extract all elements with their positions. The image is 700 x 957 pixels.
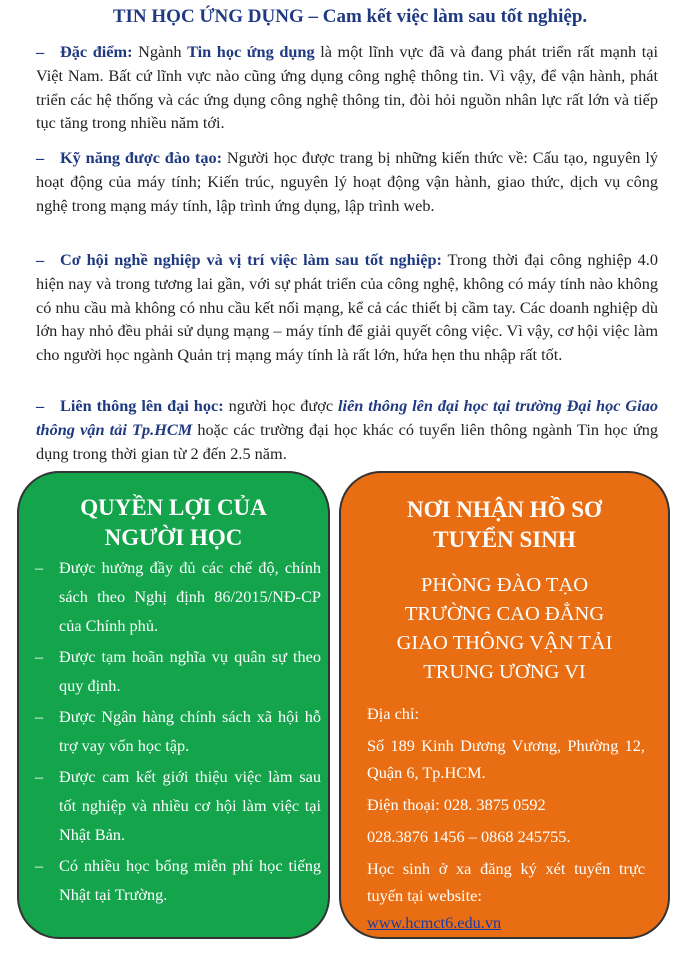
partner-university: liên thông lên đại học tại trường Đại học Giao thông vận tải Tp.HCM [36, 396, 658, 439]
benefits-title: QUYỀN LỢI CỦA NGƯỜI HỌC [80, 495, 267, 550]
address-label: Địa chỉ: [367, 704, 419, 723]
page-title: TIN HỌC ỨNG DỤNG – Cam kết việc làm sau tốt nghiệp. [112, 6, 588, 27]
website-link[interactable]: www.hcmct6.edu.vn [367, 913, 502, 932]
section-features: – Đặc điểm: Ngành Tin học ứng dụng là một lĩnh vực đã và đang phát triển rất mạnh tại Việt Nam. Bất cứ lĩnh vực nào cũng ứng dụng công nghệ thông tin. Vì vậy, để vận hành, phát triển các hệ thống và các ứng dụng công nghệ thông tin, đòi hỏi nguồn nhân lực rất lớn và tiếp tục tăng trong nhiều năm tới. [36, 42, 659, 133]
address: Số 189 Kinh Dương Vương, Phường 12, Quận 6, Tp.HCM. [367, 736, 645, 782]
list-item: – Được hưởng đầy đủ các chế độ, chính sách theo Nghị định 86/2015/NĐ-CP của Chính phủ. [35, 558, 321, 635]
online-registration-note: Học sinh ở xa đăng ký xét tuyển trực tuyến tại website: [367, 859, 645, 905]
benefits-list [35, 553, 321, 911]
list-item: – Có nhiều học bổng miễn phí học tiếng Nhật tại Trường. [35, 856, 321, 904]
section-label: Kỹ năng được đào tạo: [60, 148, 223, 167]
section-label: Cơ hội nghề nghiệp và vị trí việc làm sau tốt nghiệp: [60, 250, 442, 269]
section-career: – Cơ hội nghề nghiệp và vị trí việc làm sau tốt nghiệp: Trong thời đại công nghiệp 4.0 hiện nay và trong tương lai gần, với sự phát triển của công nghệ, không có máy tính nào không có nhu cầu mà không có nhu cầu kết nối mạng, kể cả các thiết bị cầm tay. Các doanh nghiệp dù lớn hay nhỏ đều phải sử dụng mạng – máy tính để giải quyết công việc. Vì vậy, cơ hội việc làm cho người học ngành Quản trị mạng máy tính là rất lớn, hứa hẹn thu nhập rất tốt. [36, 250, 659, 365]
list-item: – Được cam kết giới thiệu việc làm sau tốt nghiệp và nhiều cơ hội làm việc tại Nhật Bản. [35, 767, 321, 844]
phone-secondary: 028.3876 1456 – 0868 245755. [367, 827, 571, 846]
section-label: Liên thông lên đại học: [60, 396, 224, 415]
office-title: NƠI NHẬN HỒ SƠ TUYỂN SINH [407, 497, 602, 552]
section-dash: – [36, 148, 45, 167]
major-name: Tin học ứng dụng [187, 42, 315, 61]
section-dash: – [36, 250, 45, 269]
section-dash: – [36, 42, 45, 61]
list-item: – Được Ngân hàng chính sách xã hội hỗ trợ vay vốn học tập. [35, 707, 321, 755]
benefits-box [17, 471, 330, 939]
section-transfer: – Liên thông lên đại học: người học được liên thông lên đại học tại trường Đại học Giao thông vận tải Tp.HCM hoặc các trường đại học khác có tuyển liên thông ngành Tin học ứng dụng trong thời gian từ 2 đến 2.5 năm. [36, 396, 658, 463]
section-skills: – Kỹ năng được đào tạo: Người học được trang bị những kiến thức về: Cấu tạo, nguyên lý hoạt động của máy tính; Kiến trúc, nguyên lý hoạt động vận hành, giao thức, dịch vụ công nghệ trong mạng máy tính, lập trình ứng dụng, lập trình web. [36, 148, 658, 215]
section-label: Đặc điểm: [60, 42, 133, 61]
office-name: PHÒNG ĐÀO TẠO TRƯỜNG CAO ĐẲNG GIAO THÔNG VẬN TẢI TRUNG ƯƠNG VI [396, 574, 613, 683]
contact-info [367, 700, 645, 941]
section-dash: – [36, 396, 45, 415]
phone-primary: Điện thoại: 028. 3875 0592 [367, 795, 546, 814]
list-item: – Được tạm hoãn nghĩa vụ quân sự theo quy định. [35, 647, 321, 695]
office-box [339, 471, 670, 939]
